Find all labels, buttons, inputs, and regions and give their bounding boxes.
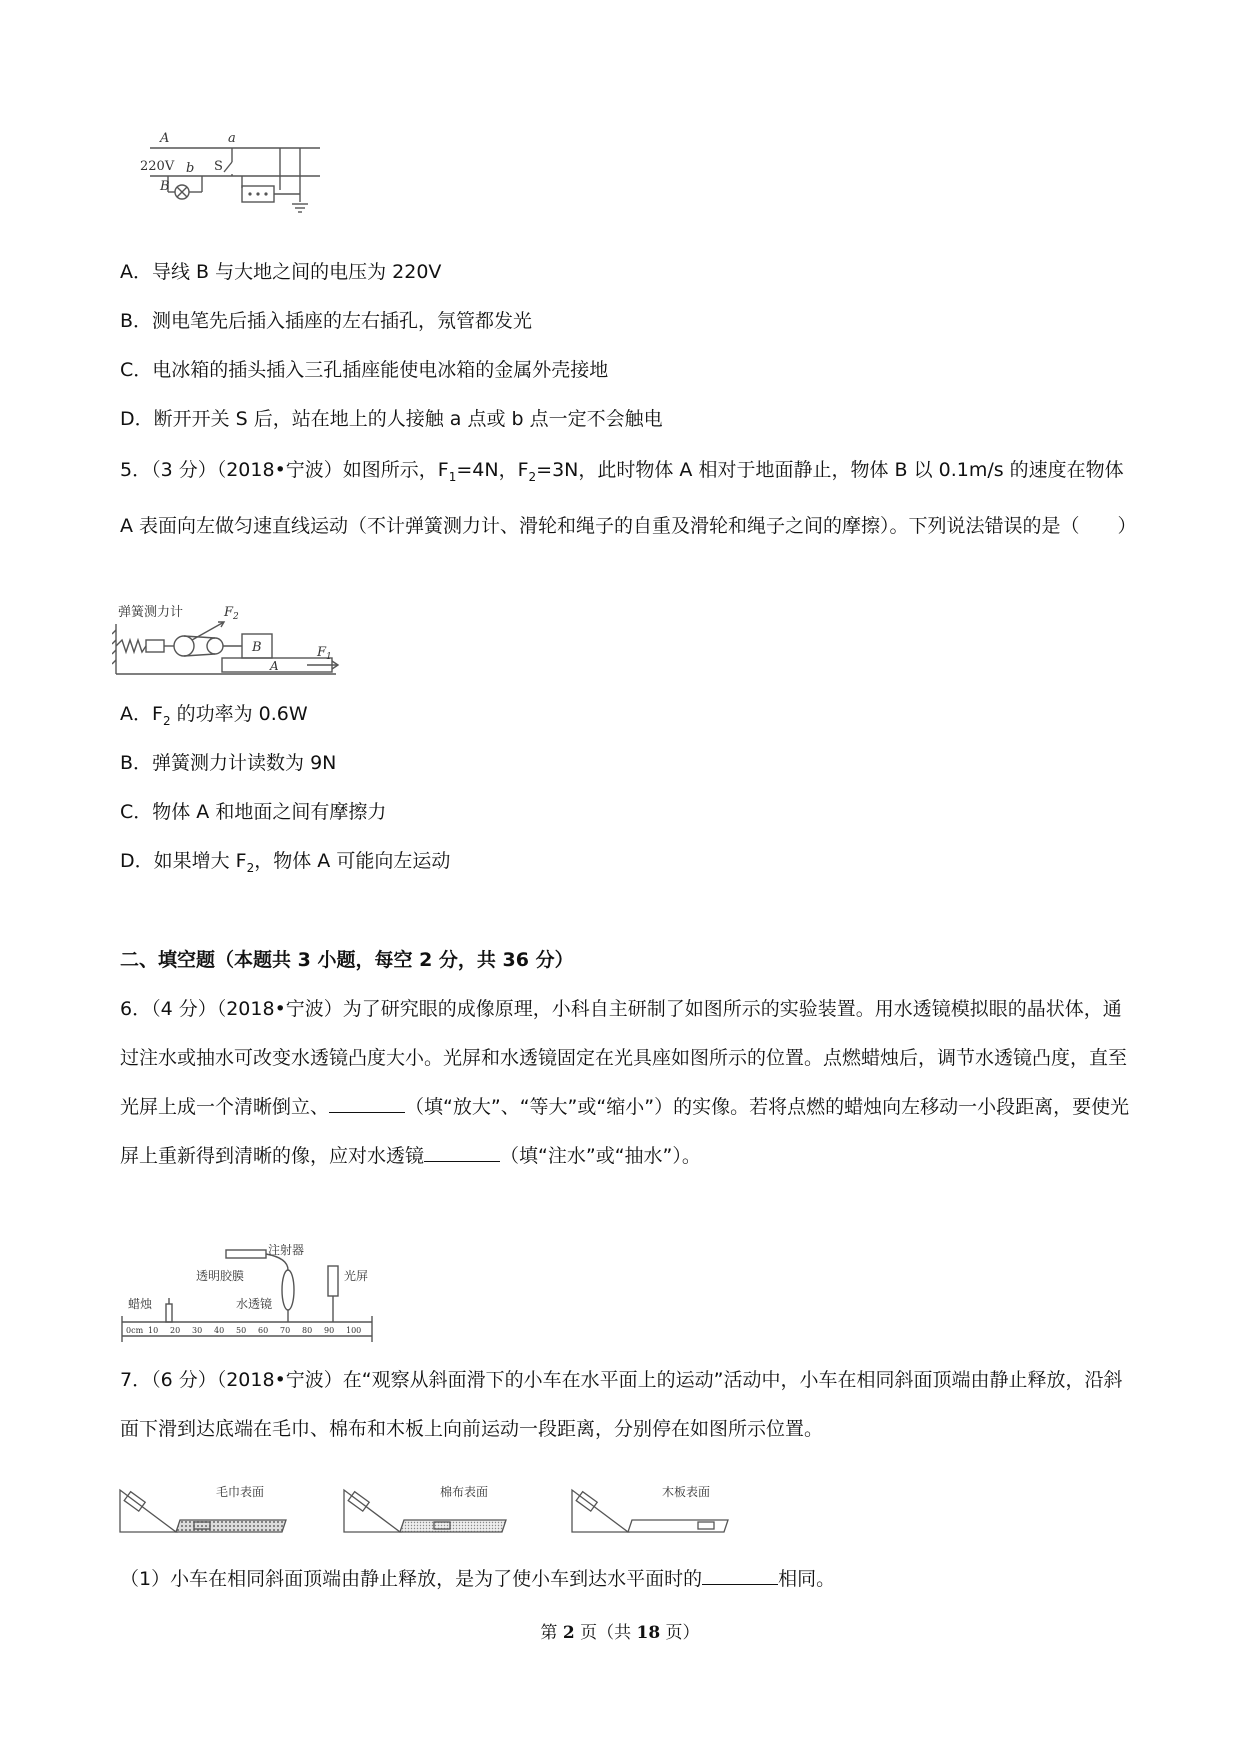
- q7-blank-1[interactable]: [702, 1564, 778, 1585]
- scale-tick-label: 90: [324, 1326, 335, 1335]
- q7-subquestion-1: （1）小车在相同斜面顶端由静止释放，是为了使小车到达水平面时的 相同。: [120, 1564, 835, 1593]
- ramp-label-towel: 毛巾表面: [216, 1485, 265, 1499]
- scale-tick-label: 50: [236, 1326, 247, 1335]
- lens-scale: [126, 1326, 361, 1335]
- q6-blank-1[interactable]: [329, 1092, 405, 1113]
- q5-option-d: D．如果增大 $F_2$，物体 A 可能向左运动: [120, 850, 451, 875]
- lens-figure: [118, 1244, 378, 1344]
- scale-tick-label: 0cm: [126, 1326, 144, 1335]
- pulley-label-b: B: [252, 640, 262, 655]
- q5-option-c: C．物体 A 和地面之间有摩擦力: [120, 801, 387, 823]
- circuit-label-220v: 220V: [140, 159, 175, 174]
- lens-label-screen: 光屏: [344, 1269, 369, 1283]
- pulley-label-spring: 弹簧测力计: [118, 605, 184, 620]
- circuit-figure: [140, 128, 340, 220]
- circuit-label-b: b: [186, 161, 195, 176]
- q4-option-b: B．测电笔先后插入插座的左右插孔，氖管都发光: [120, 310, 533, 332]
- q6-text-1: 6．（4 分）（2018•宁波）为了研究眼的成像原理，小科自主研制了如图所示的实验装置。用水透镜模拟眼的晶状体，通过注水或抽水可改变水透镜凸度大小。光屏和水透镜固定在光具座如图所示的位置。点燃蜡烛后，调节水透镜凸度，直至光屏上成一个清晰倒立、: [120, 998, 1128, 1118]
- q5-sub-2: 2: [528, 469, 537, 484]
- circuit-label-B: B: [160, 179, 170, 194]
- page-total: 18: [636, 1623, 661, 1643]
- scale-tick-label: 10: [148, 1326, 159, 1335]
- ramp-label-wood: 木板表面: [662, 1485, 711, 1499]
- pulley-label-a: A: [270, 659, 279, 673]
- q5-stem: [120, 446, 1137, 551]
- q5-option-a: A．$F_2$ 的功率为 0.6W: [120, 703, 308, 728]
- q5-text-1: 5．（3 分）（2018•宁波）如图所示，F: [120, 459, 449, 481]
- pulley-figure: [112, 596, 342, 678]
- q6-stem: [120, 985, 1130, 1181]
- page-footer: 第 2 页（共 18 页）: [540, 1623, 700, 1643]
- q4-option-a: A．导线 B 与大地之间的电压为 220V: [120, 261, 442, 283]
- q6-blank-2[interactable]: [424, 1141, 500, 1162]
- scale-tick-label: 40: [214, 1326, 225, 1335]
- q4-option-c: C．电冰箱的插头插入三孔插座能使电冰箱的金属外壳接地: [120, 359, 609, 381]
- q6-text-3: （填“注水”或“抽水”）。: [500, 1145, 701, 1167]
- lens-label-water-lens: 水透镜: [236, 1297, 273, 1311]
- scale-tick-label: 100: [346, 1326, 362, 1335]
- q5-text-3: =3N，此时物体 A 相对于地面静止，物体 B 以 0.1m/s 的速度在物体 A 表面向左做匀速直线运动（不计弹簧测力计、滑轮和绳子的自重及滑轮和绳子之间的摩擦）。下列说法错误的是（ ）: [120, 459, 1137, 537]
- section-heading: 二、填空题（本题共 3 小题，每空 2 分，共 36 分）: [120, 949, 574, 971]
- scale-tick-label: 80: [302, 1326, 313, 1335]
- scale-tick-label: 60: [258, 1326, 269, 1335]
- q5-text-2: =4N，F: [456, 459, 529, 481]
- lens-label-injector: 注射器: [268, 1244, 305, 1257]
- ramp-label-cotton: 棉布表面: [440, 1485, 489, 1499]
- page-number: 2: [562, 1623, 575, 1643]
- scale-tick-label: 20: [170, 1326, 181, 1335]
- q6-text-2: （填“放大”、“等大”或“缩小”）的实像。若将点燃的蜡烛向左移动一小段距离，要使光屏上重新得到清晰的像，应对水透镜: [120, 1096, 1130, 1167]
- q4-option-d: D．断开开关 S 后，站在地上的人接触 a 点或 b 点一定不会触电: [120, 408, 663, 430]
- lens-label-membrane: 透明胶膜: [196, 1269, 245, 1283]
- q5-sub-1: 1: [448, 469, 457, 484]
- circuit-label-A: A: [160, 131, 170, 146]
- scale-tick-label: 30: [192, 1326, 203, 1335]
- pulley-label-f2: $F_2$: [224, 605, 239, 622]
- circuit-label-s: S: [214, 159, 223, 174]
- circuit-label-a: a: [228, 131, 236, 146]
- q7-stem: 7．（6 分）（2018•宁波）在“观察从斜面滑下的小车在水平面上的运动”活动中，小车在相同斜面顶端由静止释放，沿斜面下滑到达底端在毛巾、棉布和木板上向前运动一段距离，分别停在如图所示位置。: [120, 1369, 1123, 1440]
- lens-label-candle: 蜡烛: [128, 1297, 153, 1311]
- scale-tick-label: 70: [280, 1326, 291, 1335]
- ramp-figure: [116, 1476, 756, 1538]
- q5-option-b: B．弹簧测力计读数为 9N: [120, 752, 337, 774]
- pulley-label-f1: $F_1$: [317, 645, 332, 662]
